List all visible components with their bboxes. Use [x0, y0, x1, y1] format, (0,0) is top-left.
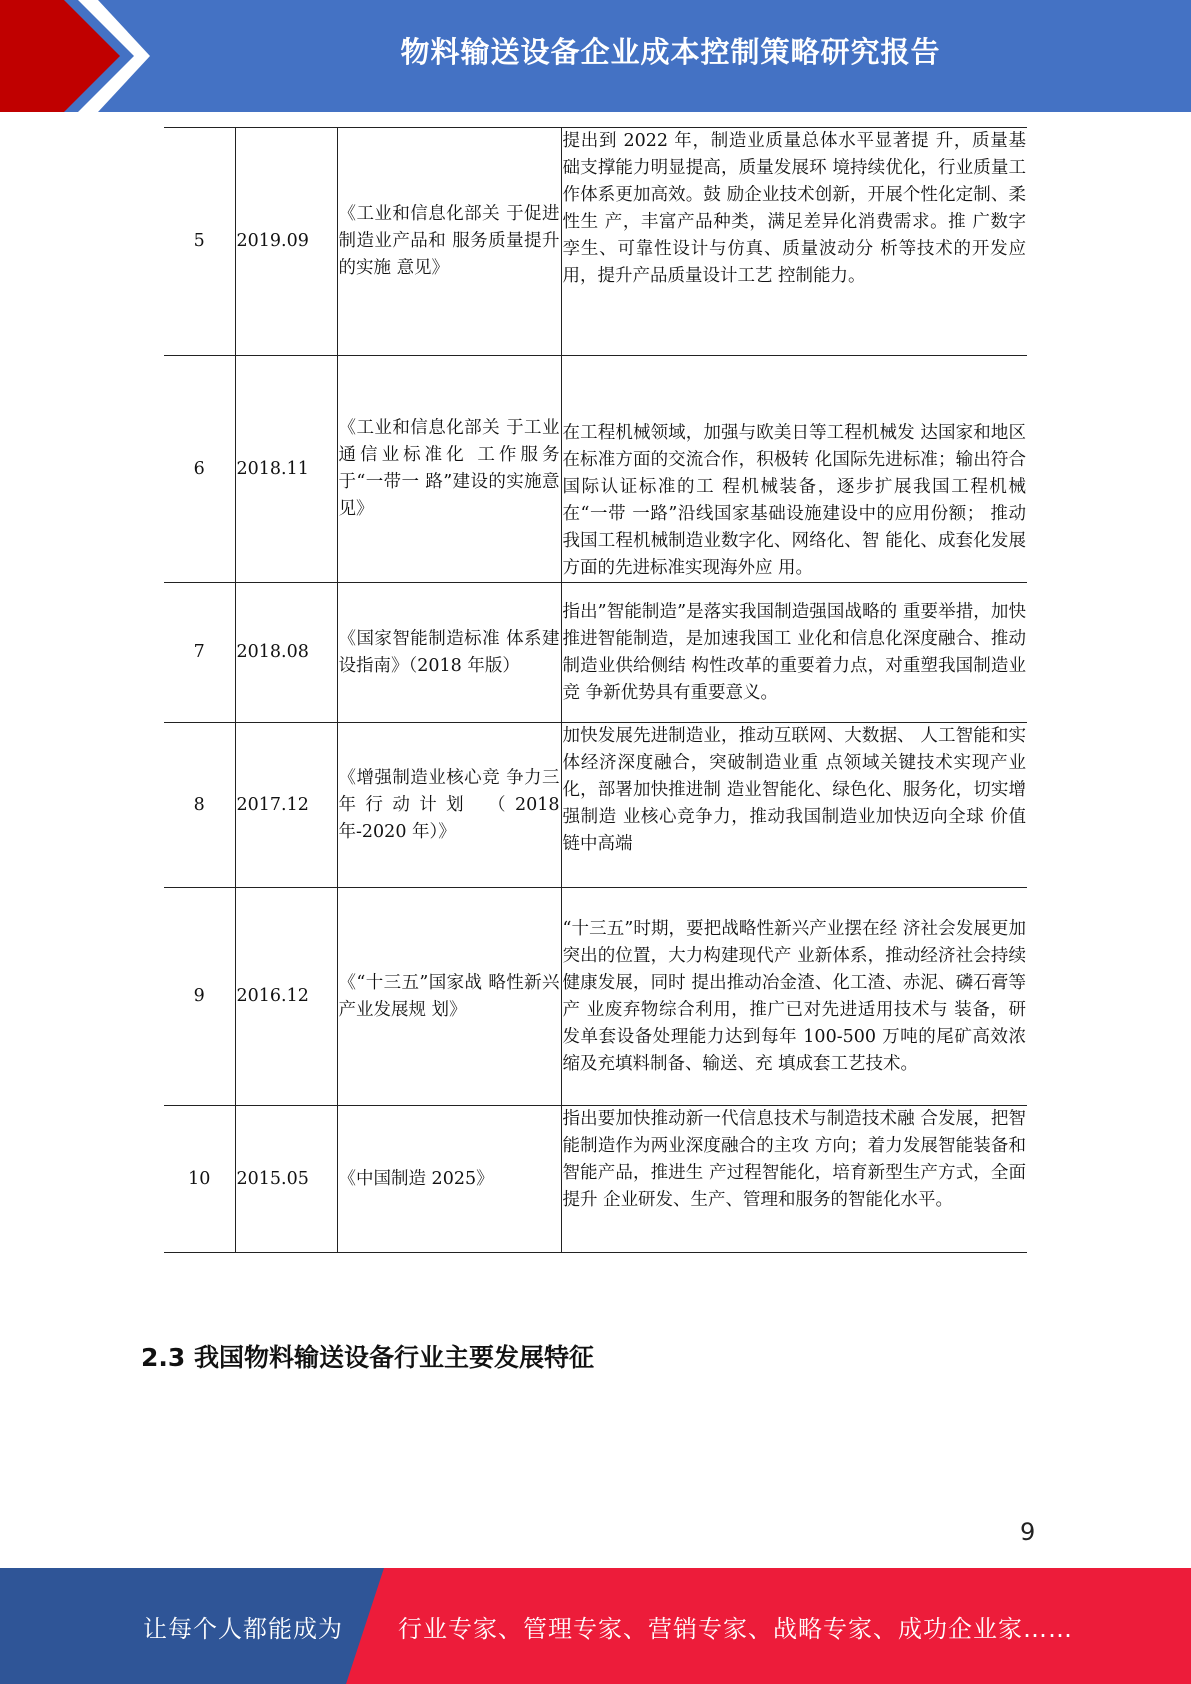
- row-number: 6: [164, 356, 235, 583]
- row-policy-name: 《工业和信息化部关 于工业通信业标准化 工作服务于“一带一 路”建设的实施意 见》: [337, 356, 561, 583]
- policy-table: [164, 127, 1027, 1253]
- row-number: 7: [164, 583, 235, 723]
- row-policy-name: 《工业和信息化部关 于促进制造业产品和 服务质量提升的实施 意见》: [337, 128, 561, 356]
- row-policy-name: 《中国制造 2025》: [337, 1106, 561, 1253]
- page-number: 9: [1020, 1518, 1036, 1546]
- row-description: 加快发展先进制造业，推动互联网、大数据、 人工智能和实体经济深度融合，突破制造业重 点领域关键技术实现产业化，部署加快推进制 造业智能化、绿色化、服务化，切实增强制造 业核心竞争力，推动我国制造业加快迈向全球 价值链中高端: [561, 723, 1027, 888]
- row-description: 在工程机械领域，加强与欧美日等工程机械发 达国家和地区在标准方面的交流合作，积极转 化国际先进标准；输出符合国际认证标准的工 程机械装备，逐步扩展我国工程机械在“一带 一路”沿线国家基础设施建设中的应用份额； 推动我国工程机械制造业数字化、网络化、智 能化、成套化发展方面的先进标准实现海外应 用。: [561, 356, 1027, 583]
- header-arrow-icon: [0, 0, 160, 112]
- table-row: [164, 888, 1027, 1106]
- row-date: 2017.12: [235, 723, 337, 888]
- row-date: 2015.05: [235, 1106, 337, 1253]
- table-row: [164, 1106, 1027, 1253]
- row-date: 2019.09: [235, 128, 337, 356]
- row-policy-name: 《“十三五”国家战 略性新兴产业发展规 划》: [337, 888, 561, 1106]
- section-heading: 2.3 我国物料输送设备行业主要发展特征: [141, 1343, 594, 1372]
- row-date: 2016.12: [235, 888, 337, 1106]
- page-header: [0, 0, 1191, 112]
- table-row: [164, 723, 1027, 888]
- table-row: [164, 128, 1027, 356]
- row-number: 9: [164, 888, 235, 1106]
- row-number: 10: [164, 1106, 235, 1253]
- row-description: “十三五”时期，要把战略性新兴产业摆在经 济社会发展更加突出的位置，大力构建现代产 业新体系，推动经济社会持续健康发展，同时 提出推动冶金渣、化工渣、赤泥、磷石膏等产 业废弃物综合利用，推广已对先进适用技术与 装备，研发单套设备处理能力达到每年 100-500 万吨的尾矿高效浓缩及充填料制备、输送、充 填成套工艺技术。: [561, 888, 1027, 1106]
- row-policy-name: 《国家智能制造标准 体系建设指南》（2018 年版）: [337, 583, 561, 723]
- footer-slogan-right: 行业专家、管理专家、营销专家、战略专家、成功企业家……: [398, 1614, 1073, 1643]
- row-date: 2018.11: [235, 356, 337, 583]
- row-description: 提出到 2022 年，制造业质量总体水平显著提 升，质量基础支撑能力明显提高，质量发展环 境持续优化，行业质量工作体系更加高效。鼓 励企业技术创新，开展个性化定制、柔性生 产，丰富产品种类，满足差异化消费需求。推 广数字孪生、可靠性设计与仿真、质量波动分 析等技术的开发应用，提升产品质量设计工艺 控制能力。: [561, 128, 1027, 356]
- row-number: 5: [164, 128, 235, 356]
- table-row: [164, 356, 1027, 583]
- row-number: 8: [164, 723, 235, 888]
- row-date: 2018.08: [235, 583, 337, 723]
- row-description: 指出要加快推动新一代信息技术与制造技术融 合发展，把智能制造作为两业深度融合的主攻 方向；着力发展智能装备和智能产品，推进生 产过程智能化，培育新型生产方式，全面提升 企业研发、生产、管理和服务的智能化水平。: [561, 1106, 1027, 1253]
- report-title: 物料输送设备企业成本控制策略研究报告: [400, 34, 941, 69]
- footer-slogan-left: 让每个人都能成为: [143, 1614, 343, 1643]
- row-description: 指出”智能制造”是落实我国制造强国战略的 重要举措，加快推进智能制造，是加速我国工 业化和信息化深度融合、推动制造业供给侧结 构性改革的重要着力点，对重塑我国制造业竞 争新优势具有重要意义。: [561, 583, 1027, 723]
- table-row: [164, 583, 1027, 723]
- row-policy-name: 《增强制造业核心竞 争力三年行动计划 （2018 年-2020 年）》: [337, 723, 561, 888]
- page-footer: [0, 1568, 1191, 1684]
